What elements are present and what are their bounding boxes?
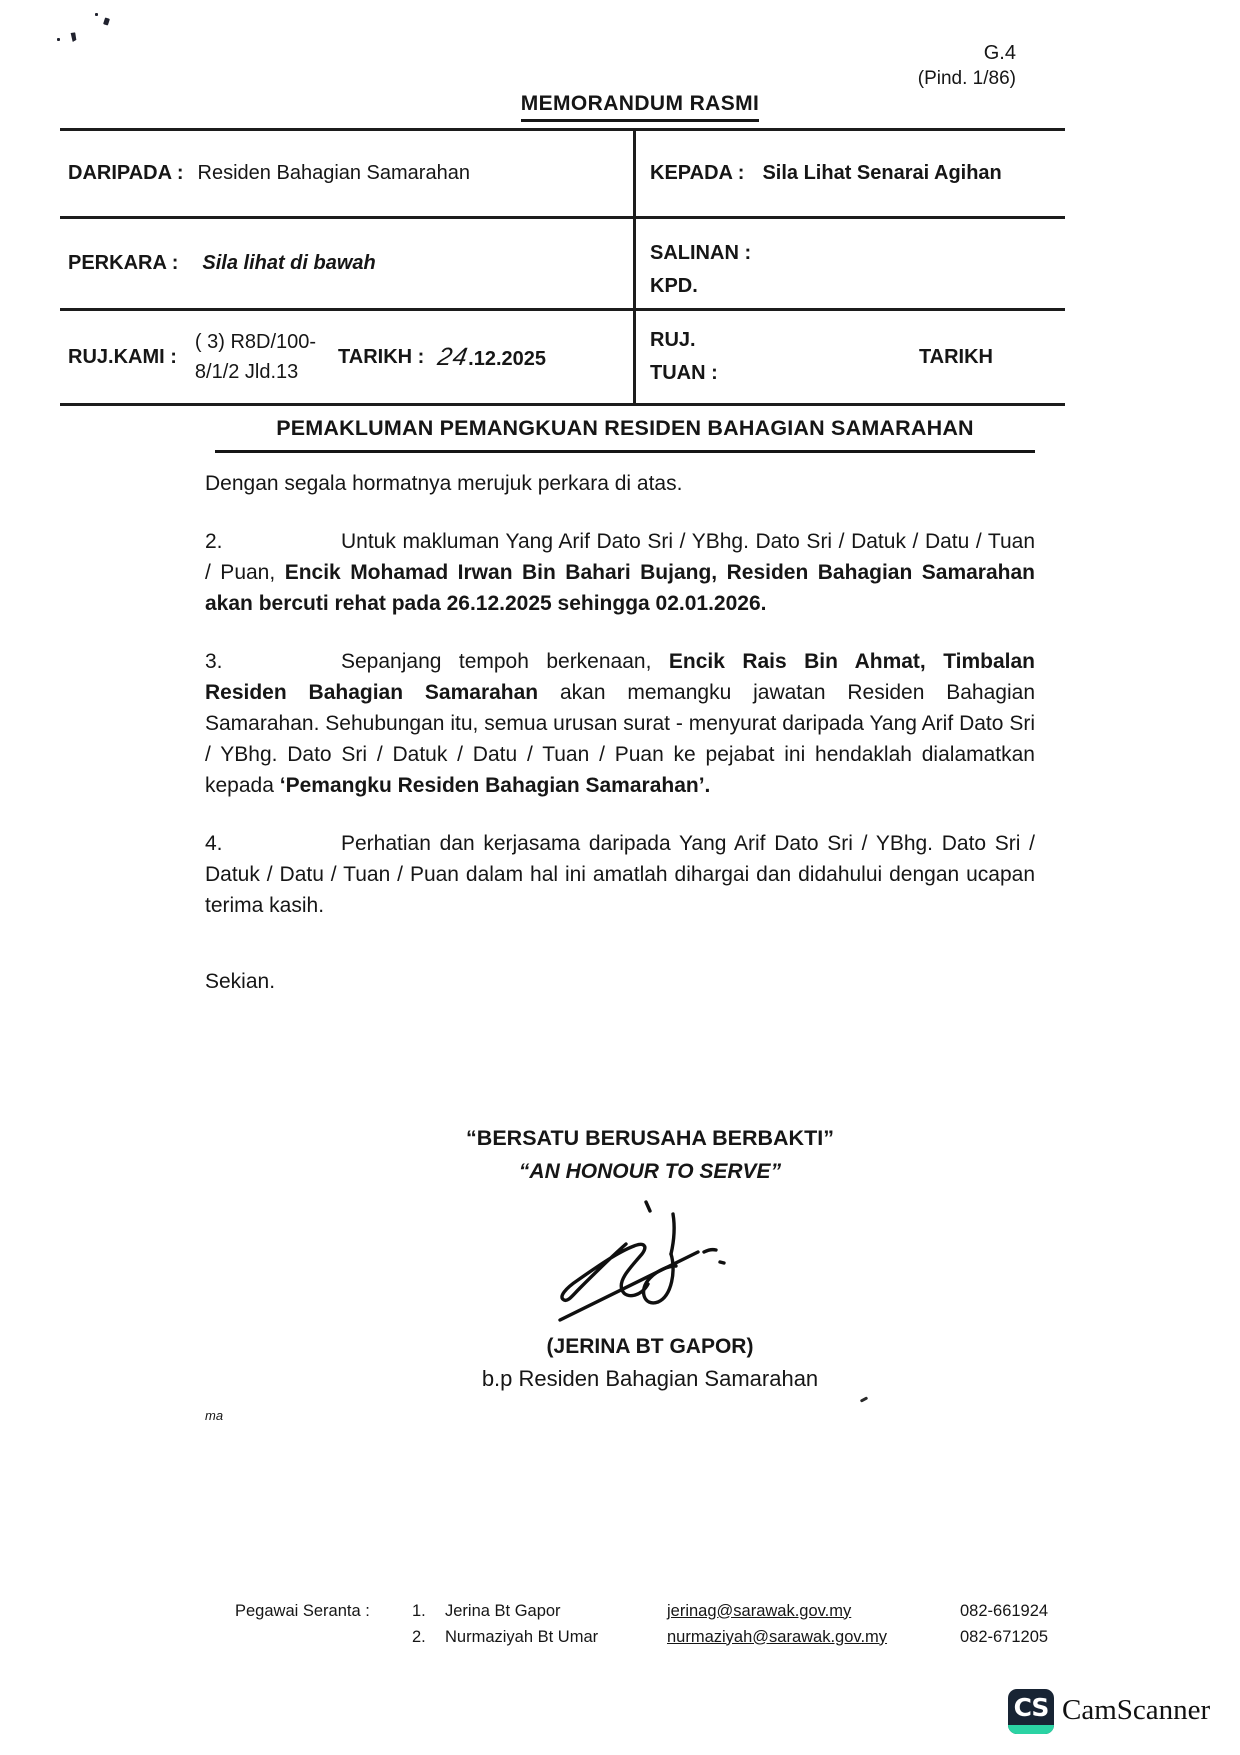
contact-phone: 082-661924 bbox=[960, 1601, 1049, 1620]
memo-header-table bbox=[60, 128, 1065, 406]
motto-line-1: “BERSATU BERUSAHA BERBAKTI” bbox=[466, 1126, 834, 1150]
paragraph-number: 2. bbox=[205, 530, 223, 553]
ink-speck bbox=[57, 38, 60, 41]
kepada-label: KEPADA : bbox=[650, 162, 745, 184]
signatory-name: (JERINA BT GAPOR) bbox=[546, 1335, 754, 1358]
salinan-kpd: KPD. bbox=[650, 275, 698, 297]
kepada-value: Sila Lihat Senarai Agihan bbox=[762, 162, 1002, 184]
footer-contacts bbox=[235, 1598, 1048, 1650]
camscanner-label: CamScanner bbox=[1062, 1694, 1211, 1726]
paragraph-2: 2. Untuk makluman Yang Arif Dato Sri / YBhg. Dato Sri / Datuk / Datu / Tuan / Puan, Encik Mohamad Irwan Bin Bahari Bujang, Residen Bahagian Samarahan akan bercuti rehat pada 26.12.2025 sehingga 02.01.2026. bbox=[205, 526, 1035, 619]
ruj-kami-cell bbox=[60, 311, 636, 403]
paragraph-4: 4. Perhatian dan kerjasama daripada Yang Arif Dato Sri / YBhg. Dato Sri / Datuk / Datu / Tuan / Puan dalam hal ini amatlah dihargai dan didahului dengan ucapan terima kasih. bbox=[205, 828, 1035, 921]
typist-initials: ma bbox=[205, 1408, 224, 1423]
daripada-label: DARIPADA : bbox=[68, 162, 184, 184]
camscanner-icon-strip bbox=[1008, 1725, 1054, 1734]
signature-scribble bbox=[528, 1196, 738, 1332]
greeting-paragraph: Dengan segala hormatnya merujuk perkara di atas. bbox=[205, 472, 683, 495]
contact-email-link[interactable]: jerinag@sarawak.gov.my bbox=[667, 1601, 852, 1620]
motto-block bbox=[350, 1122, 950, 1188]
form-code-block bbox=[800, 40, 1016, 92]
paragraph-number: 3. bbox=[205, 650, 223, 673]
contact-name: Jerina Bt Gapor bbox=[445, 1601, 561, 1620]
document-title: MEMORANDUM RASMI bbox=[20, 92, 1240, 116]
contact-name: Nurmaziyah Bt Umar bbox=[445, 1627, 599, 1646]
handwritten-day: 24 bbox=[435, 342, 471, 371]
form-revision: (Pind. 1/86) bbox=[917, 68, 1016, 89]
salinan-label: SALINAN : bbox=[650, 242, 752, 264]
table-row-ref-date bbox=[60, 311, 1065, 406]
perkara-value: Sila lihat di bawah bbox=[202, 252, 376, 274]
memo-body bbox=[205, 468, 1035, 1024]
daripada-cell bbox=[60, 131, 636, 216]
ruj-tuan-label: RUJ. TUAN : bbox=[650, 329, 718, 384]
signatory-block bbox=[350, 1332, 950, 1396]
pegawai-seranta-label: Pegawai Seranta : bbox=[235, 1601, 370, 1620]
contact-email-link[interactable]: nurmaziyah@sarawak.gov.my bbox=[667, 1627, 888, 1646]
salinan-cell bbox=[636, 219, 1065, 308]
subject-heading: PEMAKLUMAN PEMANGKUAN RESIDEN BAHAGIAN SAMARAHAN bbox=[215, 416, 1035, 453]
ruj-tuan-cell bbox=[636, 311, 1065, 403]
contact-number: 1. bbox=[412, 1601, 426, 1620]
form-code: G.4 bbox=[983, 42, 1016, 64]
tarikh-label: TARIKH : bbox=[338, 345, 425, 368]
perkara-cell bbox=[60, 219, 636, 308]
ink-speck bbox=[103, 17, 110, 25]
tarikh-value: 24.12.2025 bbox=[435, 342, 546, 371]
contact-phone: 082-671205 bbox=[960, 1627, 1049, 1646]
table-row-subject-copy bbox=[60, 219, 1065, 311]
table-row-from-to bbox=[60, 131, 1065, 219]
contact-number: 2. bbox=[412, 1627, 426, 1646]
paragraph-3: 3. Sepanjang tempoh berkenaan, Encik Rais Bin Ahmat, Timbalan Residen Bahagian Samarahan akan memangku jawatan Residen Bahagian Samarahan. Sehubungan itu, semua urusan surat - menyurat daripada Yang Arif Dato Sri / YBhg. Dato Sri / Datuk / Datu / Tuan / Puan ke pejabat ini hendaklah dialamatkan kepada ‘Pemangku Residen Bahagian Samarahan’. bbox=[205, 646, 1035, 801]
motto-line-2: “AN HONOUR TO SERVE” bbox=[518, 1160, 782, 1183]
camscanner-icon: CS bbox=[1008, 1689, 1054, 1734]
tarikh-right-label: TARIKH bbox=[918, 345, 993, 368]
ink-speck bbox=[95, 13, 98, 16]
kepada-cell bbox=[636, 131, 1065, 216]
closing-word: Sekian. bbox=[205, 970, 276, 993]
ink-speck bbox=[860, 1396, 868, 1402]
perkara-label: PERKARA : bbox=[68, 252, 179, 274]
ruj-kami-label: RUJ.KAMI : bbox=[68, 345, 177, 368]
paragraph-number: 4. bbox=[205, 832, 223, 855]
signatory-on-behalf: b.p Residen Bahagian Samarahan bbox=[481, 1366, 819, 1391]
daripada-value: Residen Bahagian Samarahan bbox=[197, 162, 470, 184]
ink-speck bbox=[68, 31, 79, 42]
ruj-kami-value: ( 3) R8D/100- 8/1/2 Jld.13 bbox=[194, 331, 317, 383]
